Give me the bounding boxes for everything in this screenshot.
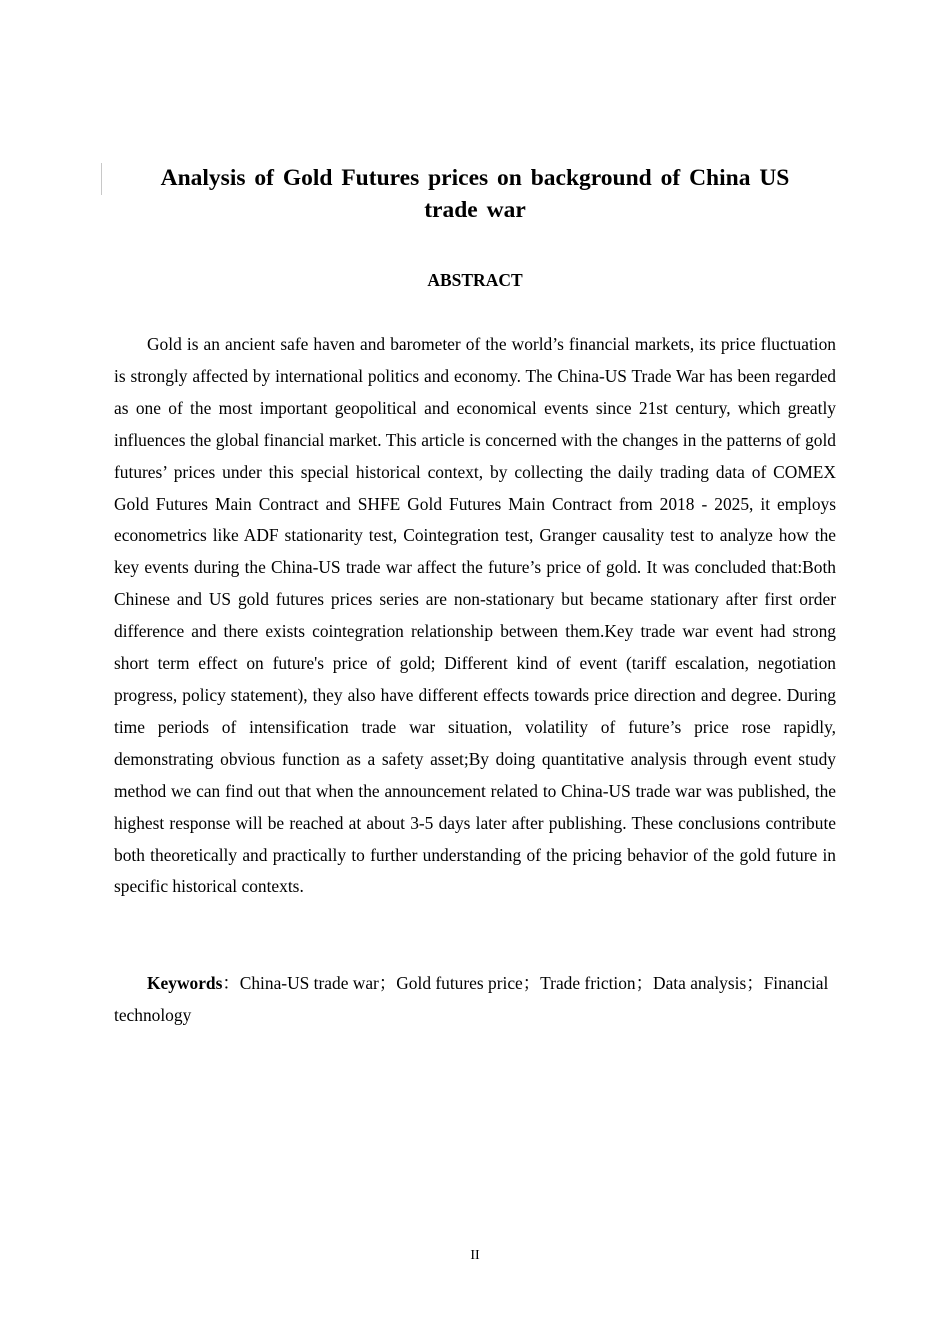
keywords-paragraph (114, 968, 836, 1032)
keywords-separator: ： (222, 973, 240, 993)
abstract-body: Gold is an ancient safe haven and barometer of the world’s financial markets, its price fluctuation is strongly affected by international politics and economy. The China-US Trade War has been regarded as one of the most important geopolitical and economical events since 21st century, which greatly influences the global financial market. This article is concerned with the changes in the patterns of gold futures’ prices under this special historical context, by collecting the daily trading data of COMEX Gold Futures Main Contract and SHFE Gold Futures Main Contract from 2018 - 2025, it employs econometrics like ADF stationarity test, Cointegration test, Granger causality test to analyze how the key events during the China-US trade war affect the future’s price of gold. It was concluded that:Both Chinese and US gold futures prices series are non-stationary but became stationary after first order difference and there exists cointegration relationship between them.Key trade war event had strong short term effect on future's price of gold; Different kind of event (tariff escalation, negotiation progress, policy statement), they also have different effects towards price direction and degree. During time periods of intensification trade war situation, volatility of future’s price rose rapidly, demonstrating obvious function as a safety asset;By doing quantitative analysis through event study method we can find out that when the announcement related to China-US trade war was published, the highest response will be reached at about 3-5 days later after publishing. These conclusions contribute both theoretically and practically to further understanding of the pricing behavior of the gold future in specific historical contexts. (114, 334, 836, 897)
text-cursor-bar (101, 163, 102, 195)
keywords-label: Keywords (147, 973, 223, 993)
keywords-list: China-US trade war；Gold futures price；Trade friction；Data analysis；Financial technology (114, 973, 829, 1025)
paper-title-line-1: Analysis of Gold Futures prices on background of China US (160, 165, 790, 191)
abstract-heading: ABSTRACT (427, 270, 523, 290)
paper-title (114, 162, 836, 226)
paper-title-line-2: trade war (424, 197, 526, 223)
page-number: II (470, 1248, 480, 1263)
